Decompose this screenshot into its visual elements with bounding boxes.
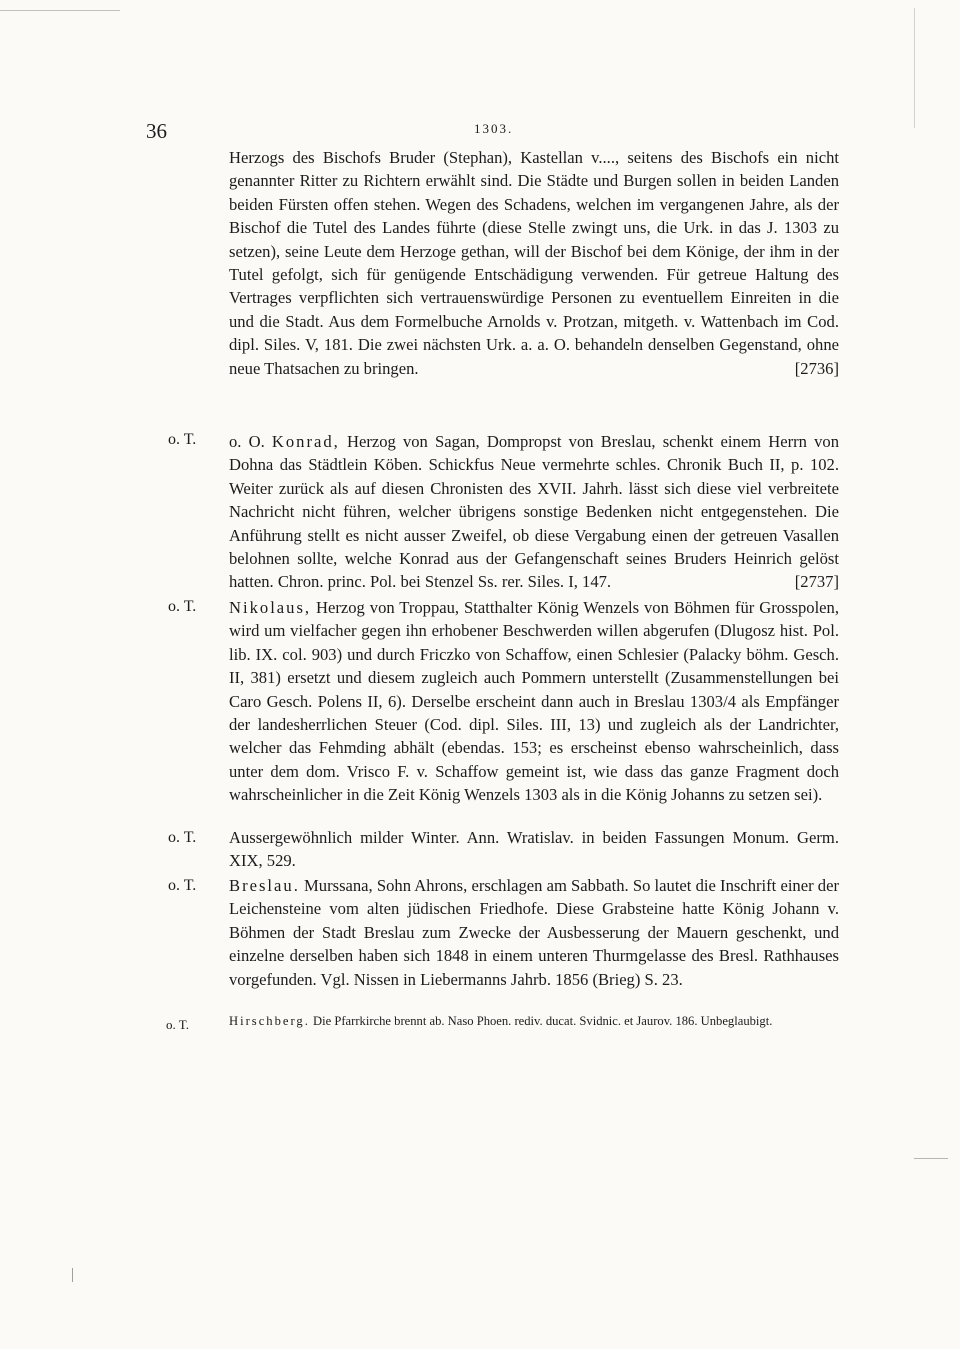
entry-text: Herzog von Sagan, Dompropst von Breslau, schenkt einem Herrn von Dohna das Städtlein Köben. Schickfus Neue vermehrte schles. Chronik Buch II, p. 102. Weiter zurück als auf diesen Chronisten des XVII. Jahrh. lässt sich diese viel verbreitete Nachricht nicht führen, welcher übrigens sonstige Bedenken nicht entgegenstehen. Die Anführung stellt es nicht ausser Zweifel, ob diese Vergabung einen der getreuen Vasallen belohnen sollte, welche Konrad aus der Gefangenschaft seines Bruders Heinrich gelöst hatten. Chron. princ. Pol. bei Stenzel Ss. rer. Siles. I, 147. [229, 432, 839, 592]
entry-text: Herzogs des Bischofs Bruder (Stephan), Kastellan v...., seitens des Bischofs ein nicht genannter Ritter zu Richtern erwählt sind. Die Städte und Burgen sollen in beiden Landen beiden Fürsten offen stehen. Wegen des Schadens, welchen im vergangenen Jahre, als der Bischof die Tutel des Landes führte (diese Stelle zwingt uns, die Urk. in das J. 1303 zu setzen), seine Leute dem Herzoge gethan, will der Bischof bei dem Könige, der ihm in der Tutel gefolgt, sich für genügende Entschädigung verwenden. Für getreue Haltung des Vertrages verpflichten sich vertrauenswürdige Personen zu eventuellem Einreiten in die und die Stadt. Aus dem Formelbuche Arnolds v. Protzan, mitgeth. v. Wattenbach im Cod. dipl. Siles. V, 181. Die zwei nächsten Urk. a. a. O. behandeln denselben Gegenstand, ohne neue Thatsachen zu bringen. [229, 148, 839, 378]
entry-nikolaus [229, 596, 839, 807]
entry-hirschberg [229, 1012, 839, 1031]
entry-reference-number: [2736] [794, 358, 839, 378]
running-head: 1303. [474, 121, 514, 136]
margin-date-label: o. T. [168, 829, 197, 846]
entry-breslau [229, 874, 839, 991]
entry-continuation [229, 146, 839, 380]
margin-date-label: o. T. [168, 431, 197, 448]
page-number: 36 [146, 119, 167, 143]
entry-text: Murssana, Sohn Ahrons, erschlagen am Sabbath. So lautet die Inschrift einer der Leichensteine vom alten jüdischen Friedhofe. Diese Grabsteine hatte König Johann v. Böhmen der Stadt Breslau zum Zwecke der Ausbesserung der Mauern geschenkt, und einzelne derselben haben sich 1848 in einem unteren Thurmgelasse des Bresl. Rathhauses vorgefunden. Vgl. Nissen in Liebermanns Jahrb. 1856 (Brieg) S. 23. [229, 876, 839, 989]
scan-edge-mark [914, 1158, 948, 1159]
entry-spaced-name: Hirschberg. [229, 1014, 310, 1028]
scan-edge-mark [914, 8, 915, 128]
scan-edge-mark [72, 1268, 73, 1282]
margin-date-label: o. T. [168, 598, 197, 615]
scan-edge-mark [0, 10, 120, 11]
entry-konrad [229, 430, 839, 594]
entry-spaced-name: Nikolaus, [229, 598, 312, 617]
entry-spaced-name: Breslau. [229, 876, 300, 895]
entry-reference-number: [2737] [794, 572, 839, 592]
entry-lead: o. O. [229, 432, 265, 451]
margin-date-label: o. T. [168, 877, 197, 894]
entry-text: Herzog von Troppau, Statthalter König Wenzels von Böhmen für Grosspolen, wird um vielfacher gegen ihn erhobener Beschwerden willen abgerufen (Dlugosz hist. Pol. lib. IX. col. 903) und durch Friczko von Schaffow, einen Schlesier (Palacky böhm. Gesch. II, 381) ersetzt und diesem zugleich auch Pommern unterstellt (Zusammenstellungen bei Caro Gesch. Polens II, 6). Derselbe erscheint dann auch in Breslau 1303/4 als Empfänger der landesherrlichen Steuer (Cod. dipl. Siles. III, 13) und zugleich als der Landrichter, welcher das Fehmding abhält (ebendas. 153; es erscheinst ebenso wahrscheinlich, dass unter dem dom. Vrisco F. v. Schaffow gemeint ist, wie dass das ganze Fragment doch wahrscheinlicher in die Zeit König Wenzels 1303 als in die König Johanns zu setzen sei). [229, 598, 839, 805]
entry-text: Aussergewöhnlich milder Winter. Ann. Wratislav. in beiden Fassungen Monum. Germ. XIX, 529. [229, 828, 839, 871]
entry-winter [229, 826, 839, 873]
margin-date-label: o. T. [166, 1017, 189, 1032]
entry-text: Die Pfarrkirche brennt ab. Naso Phoen. rediv. ducat. Svidnic. et Jaurov. 186. Unbeglaubigt. [313, 1014, 773, 1028]
entry-spaced-name: Konrad, [271, 432, 340, 451]
